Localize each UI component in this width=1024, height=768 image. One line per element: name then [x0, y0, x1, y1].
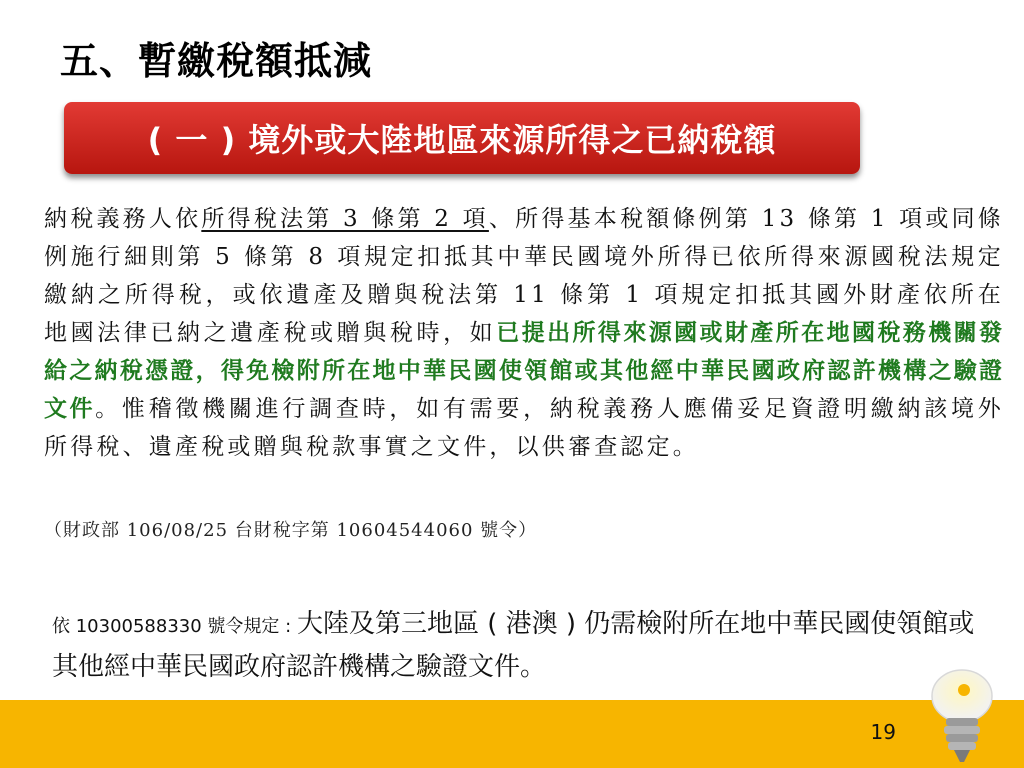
light-bulb-icon — [922, 668, 1002, 768]
body-text-part2: 、所得基本稅額條例第 13 條第 1 項或同條例施行細則第 5 條第 8 項規定扣抵其中華民國境外所得已依所得來源國稅法規定繳納之所得稅，或依遺產及贈與稅法第 11 條第 1 項規定扣抵其國外財產依所在地國法律已納之遺產稅或贈與稅時，如 — [44, 206, 1005, 346]
section-heading-text: ( 一 ) 境外或大陸地區來源所得之已納稅額 — [147, 121, 777, 159]
body-paragraph — [44, 200, 1004, 466]
note-prefix: 依 10300588330 號令規定 : — [52, 616, 297, 637]
body-text-part3: 。惟稽徵機關進行調查時，如有需要，納稅義務人應備妥足資證明繳納該境外所得稅、遺產稅或贈與稅款事實之文件，以供審查認定。 — [44, 396, 1005, 460]
page-number: 19 — [870, 720, 896, 744]
mainland-note — [52, 604, 982, 687]
law-reference: 所得稅法第 3 條第 2 項 — [201, 206, 489, 232]
slide-title: 五、暫繳稅額抵減 — [60, 39, 373, 83]
ministry-citation: （財政部 106/08/25 台財稅字第 10604544060 號令） — [44, 520, 538, 541]
section-heading-banner — [64, 102, 860, 174]
note-text: 大陸及第三地區 ( 港澳 ) 仍需檢附所在地中華民國使領館或其他經中華民國政府認許機構之驗證文件。 — [52, 609, 975, 682]
highlighted-exemption-text: 已提出所得來源國或財產所在地國稅務機關發給之納稅憑證，得免檢附所在地中華民國使領館或其他經中華民國政府認許機構之驗證文件 — [44, 320, 1004, 422]
body-text-part1: 納稅義務人依 — [44, 206, 202, 232]
